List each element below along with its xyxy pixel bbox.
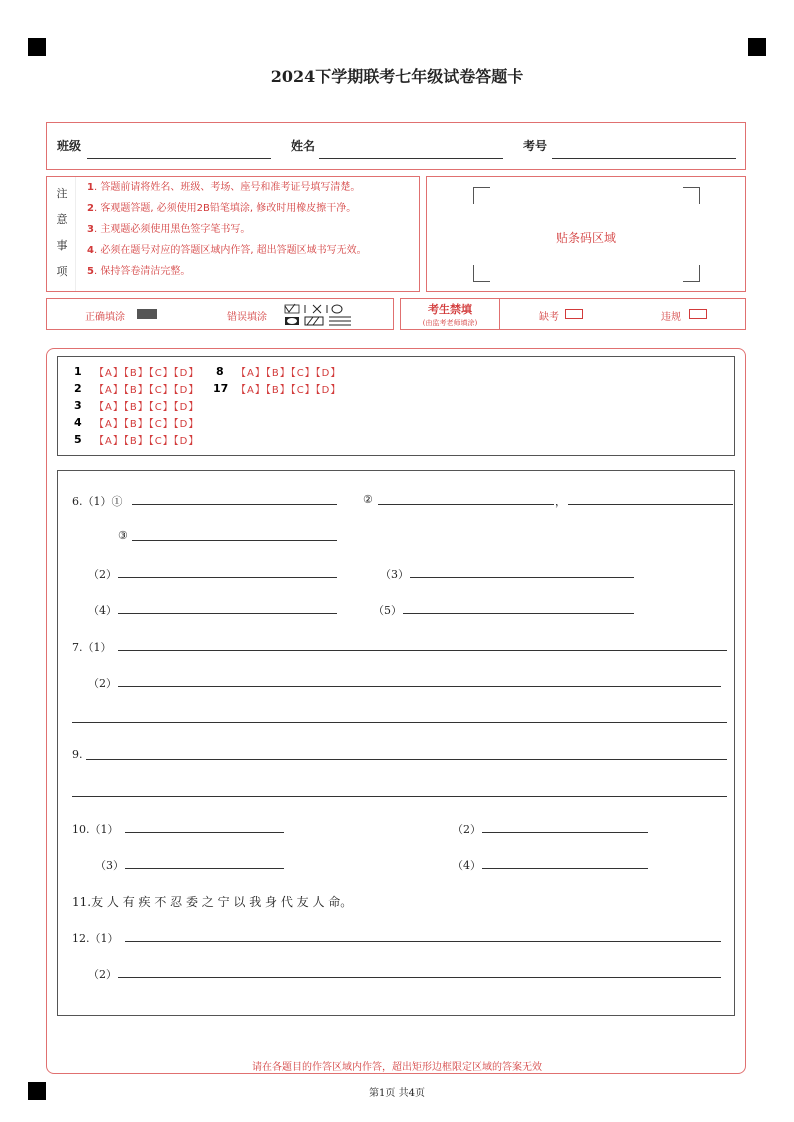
q6-1-label: 6.（1）①	[72, 495, 123, 508]
q7-2-label: （2）	[88, 677, 117, 690]
exam-number-label: 考号	[523, 139, 548, 153]
mc-options[interactable]: 【A】【B】【C】【D】	[94, 402, 200, 413]
mc-question-number: 4	[74, 416, 82, 429]
barcode-corner-tl	[473, 187, 490, 204]
barcode-corner-br	[683, 265, 700, 282]
notice-list	[87, 177, 417, 282]
subjective-answer-box	[57, 470, 735, 1016]
class-field[interactable]	[87, 158, 271, 159]
q10-4-answer-line[interactable]	[482, 868, 648, 869]
q7-1-answer-line[interactable]	[118, 650, 727, 651]
mc-options[interactable]: 【A】【B】【C】【D】	[94, 385, 200, 396]
q6-1-3-label: ③	[118, 529, 128, 542]
wrong-fill-label: 错误填涂	[227, 312, 267, 323]
mc-question-number: 17	[213, 382, 229, 395]
q10-1-answer-line[interactable]	[125, 832, 284, 833]
q12-2-label: （2）	[88, 968, 117, 981]
q6-3-answer-line[interactable]	[410, 577, 634, 578]
mc-options[interactable]: 【A】【B】【C】【D】	[94, 419, 200, 430]
q6-1-2-answer-line[interactable]	[378, 504, 554, 505]
q11-text: 11.友 人 有 疾 不 忍 委 之 宁 以 我 身 代 友 人 命。	[72, 895, 353, 909]
barcode-label: 贴条码区域	[555, 231, 616, 245]
q6-5-answer-line[interactable]	[403, 613, 634, 614]
q9-answer-line[interactable]	[86, 759, 727, 760]
q6-5-label: （5）	[373, 604, 402, 617]
student-info-box	[46, 122, 746, 170]
q9-label: 9.	[72, 748, 83, 761]
proctor-subtitle: (由监考老师填涂)	[422, 319, 478, 327]
exam-number-field[interactable]	[552, 158, 736, 159]
q12-2-answer-line[interactable]	[118, 977, 721, 978]
proctor-divider	[499, 299, 500, 329]
multiple-choice-box	[57, 356, 735, 456]
q6-3-label: （3）	[380, 568, 409, 581]
q12-1-answer-line[interactable]	[125, 941, 721, 942]
absent-checkbox[interactable]	[565, 309, 583, 319]
mc-options[interactable]: 【A】【B】【C】【D】	[94, 436, 200, 447]
notice-side-label: 注 意 事 项	[56, 187, 68, 278]
q9-answer-line-2[interactable]	[72, 796, 727, 797]
notice-box	[46, 176, 420, 292]
notice-item: 1. 答题前请将姓名、班级、考场、座号和准考证号填写清楚。	[87, 182, 361, 193]
q10-1-label: 10.（1）	[72, 823, 119, 836]
q10-3-answer-line[interactable]	[125, 868, 284, 869]
q7-2-answer-line[interactable]	[118, 686, 721, 687]
correct-fill-label: 正确填涂	[85, 312, 125, 323]
mc-options[interactable]: 【A】【B】【C】【D】	[236, 385, 342, 396]
mc-question-number: 5	[74, 433, 82, 446]
q6-1-2-label: ②	[363, 493, 373, 506]
q7-1-label: 7.（1）	[72, 641, 112, 654]
q7-2-answer-line-2[interactable]	[72, 722, 727, 723]
violation-checkbox[interactable]	[689, 309, 707, 319]
name-label: 姓名	[291, 139, 316, 153]
proctor-box	[400, 298, 746, 330]
barcode-corner-bl	[473, 265, 490, 282]
q10-3-label: （3）	[95, 859, 124, 872]
q10-2-answer-line[interactable]	[482, 832, 648, 833]
q6-4-answer-line[interactable]	[118, 613, 337, 614]
q6-1-2b-answer-line[interactable]	[568, 504, 733, 505]
mc-question-number: 1	[74, 365, 82, 378]
wrong-fill-samples	[283, 302, 373, 328]
q6-1-comma: ，	[555, 495, 566, 508]
q10-4-label: （4）	[452, 859, 481, 872]
correct-fill-sample	[137, 309, 157, 319]
barcode-corner-tr	[683, 187, 700, 204]
notice-item: 3. 主观题必须使用黑色签字笔书写。	[87, 224, 251, 235]
mc-question-number: 8	[216, 365, 224, 378]
notice-item: 5. 保持答卷清洁完整。	[87, 266, 191, 277]
q6-2-label: （2）	[88, 568, 117, 581]
mc-options[interactable]: 【A】【B】【C】【D】	[94, 368, 200, 379]
page-title: 2024下学期联考七年级试卷答题卡	[270, 67, 524, 86]
mc-options[interactable]: 【A】【B】【C】【D】	[236, 368, 342, 379]
q12-1-label: 12.（1）	[72, 932, 119, 945]
class-label: 班级	[57, 139, 82, 153]
registration-mark-top-left	[28, 38, 46, 56]
notice-item: 2. 客观题答题, 必须使用2B铅笔填涂, 修改时用橡皮擦干净。	[87, 203, 357, 214]
page-number: 第1页 共4页	[369, 1088, 425, 1099]
answer-area-warning: 请在各题目的作答区域内作答，超出矩形边框限定区域的答案无效	[252, 1062, 542, 1073]
notice-item: 4. 必须在题号对应的答题区域内作答, 超出答题区域书写无效。	[87, 245, 367, 256]
q6-4-label: （4）	[88, 604, 117, 617]
q6-1-1-answer-line[interactable]	[132, 504, 337, 505]
q6-2-answer-line[interactable]	[118, 577, 337, 578]
fill-example-box	[46, 298, 394, 330]
registration-mark-top-right	[748, 38, 766, 56]
absent-label: 缺考	[539, 312, 559, 323]
proctor-title: 考生禁填	[428, 303, 472, 316]
name-field[interactable]	[319, 158, 503, 159]
notice-divider	[75, 177, 76, 291]
barcode-area	[426, 176, 746, 292]
mc-question-number: 3	[74, 399, 82, 412]
q10-2-label: （2）	[452, 823, 481, 836]
mc-question-number: 2	[74, 382, 82, 395]
violation-label: 违规	[661, 312, 681, 323]
q6-1-3-answer-line[interactable]	[132, 540, 337, 541]
